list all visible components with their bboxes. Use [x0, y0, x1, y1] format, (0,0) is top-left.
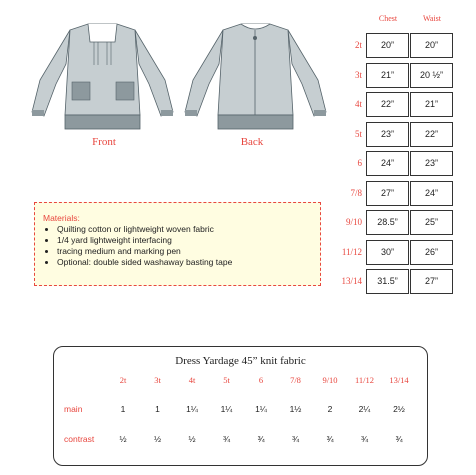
yardage-value: ½ [119, 434, 127, 444]
yardage-value: 1 [155, 404, 160, 414]
waist-cell: 20 ½” [410, 63, 453, 88]
size-label: 11/12 [341, 246, 362, 257]
chest-cell: 31.5” [366, 269, 409, 294]
materials-title: Materials: [43, 213, 80, 223]
size-label: 9/10 [345, 217, 362, 227]
yardage-value: ¾ [360, 434, 369, 444]
yardage-size-header: 11/12 [354, 375, 375, 385]
back-caption: Back [240, 136, 264, 148]
yardage-value: 1¼ [186, 404, 198, 414]
yardage-value: ¾ [291, 434, 300, 444]
front-caption: Front [92, 136, 116, 148]
chest-cell: 28.5” [366, 210, 409, 235]
yardage-size-header: 2t [119, 375, 127, 385]
list-item: • 1/4 yard lightweight interfacing [57, 235, 314, 246]
yardage-value: 2½ [393, 404, 405, 414]
chest-header: Chest [378, 14, 398, 23]
size-label: 5t [354, 128, 362, 139]
chest-cell: 21” [366, 63, 409, 88]
waist-cell: 21” [410, 92, 453, 117]
yardage-size-header: 4t [188, 375, 196, 385]
size-label: 7/8 [350, 187, 362, 198]
yardage-value: ¾ [257, 434, 265, 444]
yardage-row-label: main [64, 404, 83, 414]
chest-cell: 24” [366, 151, 409, 176]
size-label: 13/14 [341, 276, 362, 286]
waist-cell: 27” [410, 269, 453, 294]
yardage-size-header: 9/10 [322, 375, 338, 385]
waist-cell: 23” [410, 151, 453, 176]
yardage-value: ¾ [222, 434, 231, 444]
yardage-title: Dress Yardage 45” knit fabric [175, 355, 306, 367]
size-label: 4t [354, 99, 362, 109]
materials-box [34, 202, 321, 286]
chest-cell: 22” [366, 92, 409, 117]
yardage-size-header: 7/8 [290, 375, 301, 385]
yardage-size-header: 5t [223, 375, 230, 385]
waist-cell: 26” [410, 240, 453, 265]
waist-header: Waist [422, 14, 442, 23]
yardage-value: 2 [327, 404, 333, 414]
yardage-value: ¾ [326, 434, 334, 444]
materials-list [43, 224, 314, 268]
chest-cell: 27” [366, 181, 409, 206]
front-dress-illustration [30, 20, 175, 135]
yardage-value: 1 [120, 404, 126, 414]
yardage-value: 1¼ [255, 404, 267, 414]
yardage-value: 2¼ [358, 404, 371, 414]
back-dress-illustration [183, 20, 328, 135]
list-item: • tracing medium and marking pen [57, 246, 314, 257]
chest-cell: 20” [366, 33, 409, 58]
yardage-table [53, 346, 428, 466]
yardage-size-header: 13/14 [389, 375, 409, 385]
yardage-size-header: 3t [154, 375, 161, 385]
list-item: • Quilting cotton or lightweight woven fabric [57, 224, 314, 235]
size-label: 3t [354, 69, 362, 80]
yardage-row-label: contrast [64, 434, 95, 444]
yardage-value: ½ [188, 434, 196, 444]
waist-cell: 25” [410, 210, 453, 235]
chest-cell: 30” [366, 240, 409, 265]
yardage-value: 1¼ [220, 404, 233, 414]
yardage-value: 1½ [289, 404, 302, 414]
waist-cell: 20” [410, 33, 453, 58]
yardage-value: ½ [153, 434, 162, 444]
list-item: • Optional: double sided washaway basting tape [57, 257, 314, 268]
waist-cell: 22” [410, 122, 453, 147]
waist-cell: 24” [410, 181, 453, 206]
yardage-value: ¾ [395, 434, 403, 444]
size-label: 6 [357, 158, 362, 168]
chest-cell: 23” [366, 122, 409, 147]
size-label: 2t [354, 40, 362, 50]
yardage-size-header: 6 [258, 375, 264, 385]
